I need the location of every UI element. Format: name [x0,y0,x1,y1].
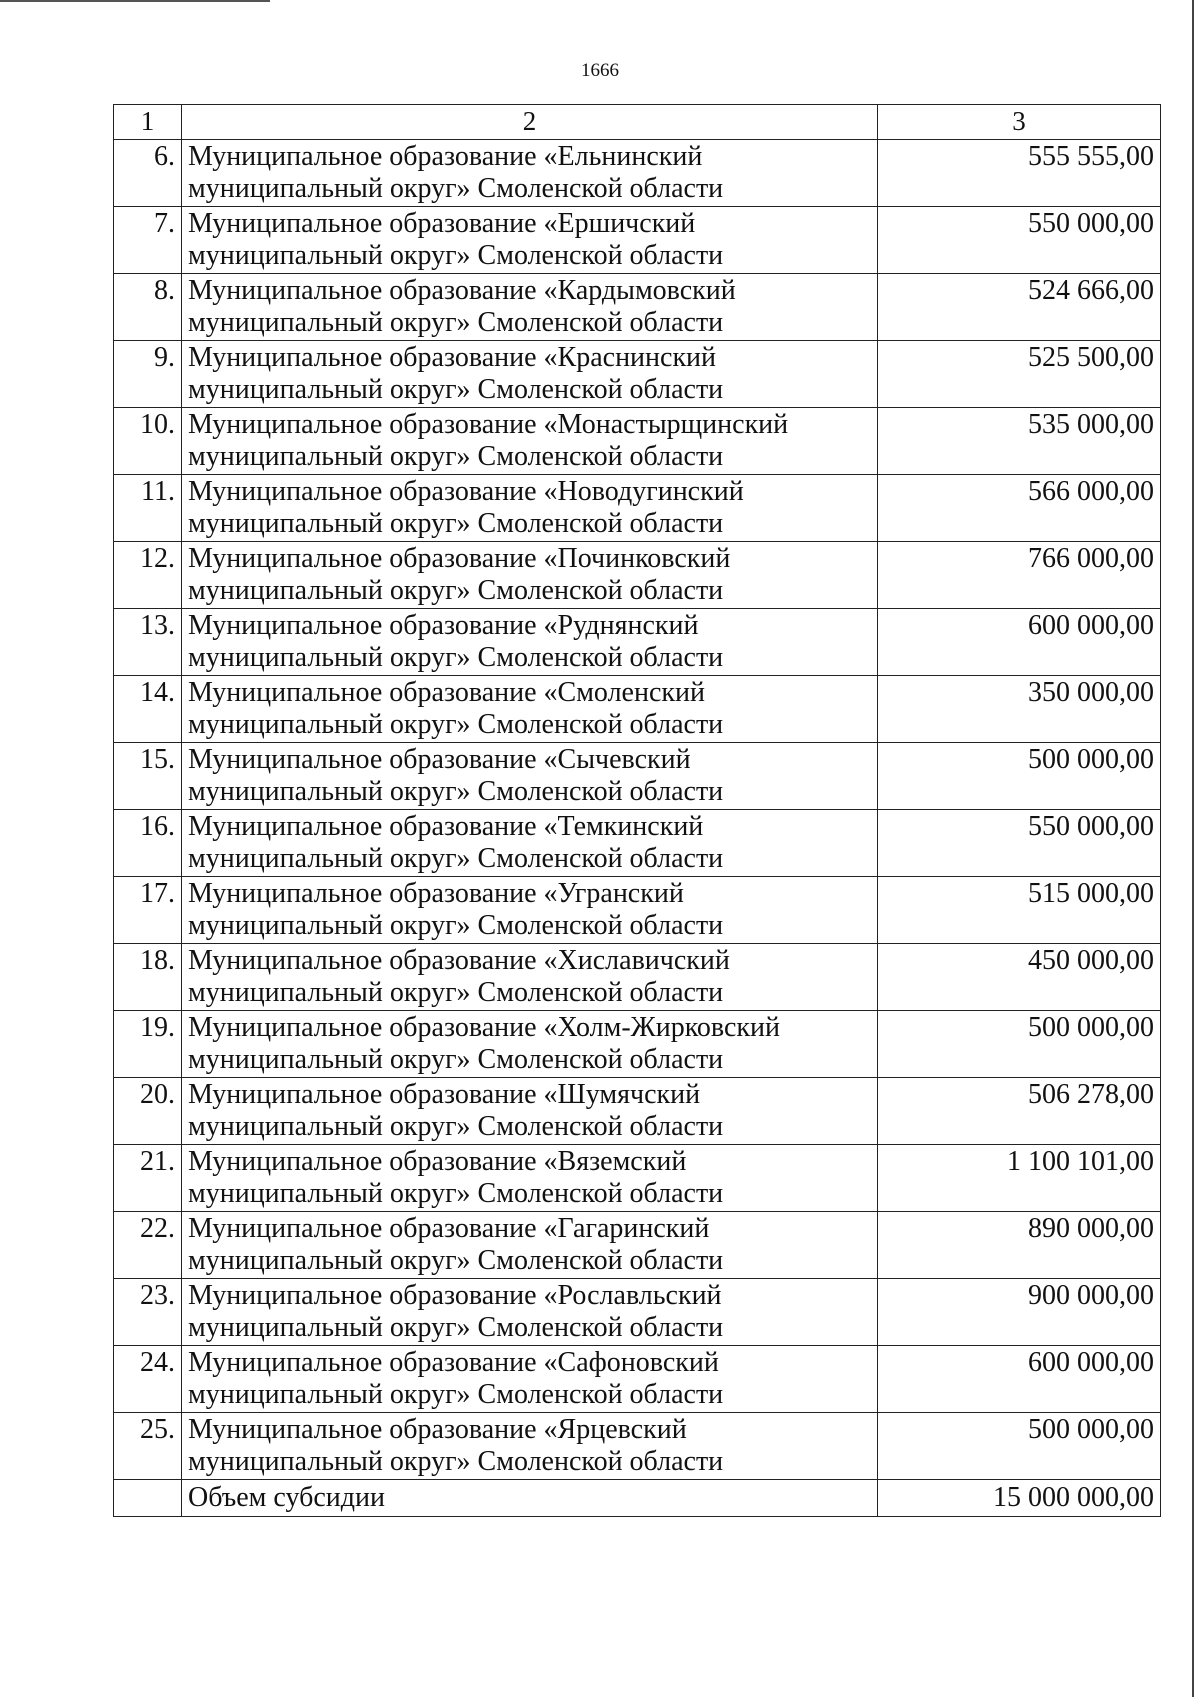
municipality-name-line2: муниципальный округ» Смоленской области [188,441,724,472]
municipality-name-line2: муниципальный округ» Смоленской области [188,776,724,807]
municipality-name [182,1346,878,1413]
subsidy-amount: 500 000,00 [878,743,1161,810]
row-number: 20. [114,1078,182,1145]
subsidy-amount: 550 000,00 [878,810,1161,877]
table-row [114,341,1161,408]
municipality-name [182,743,878,810]
page-number: 1666 [581,60,619,81]
table-row [114,207,1161,274]
municipality-name-line1: Муниципальное образование «Краснинский [188,342,717,373]
table-row [114,1279,1161,1346]
municipality-name-line2: муниципальный округ» Смоленской области [188,1245,724,1276]
municipality-name-line2: муниципальный округ» Смоленской области [188,977,724,1008]
municipality-name [182,1078,878,1145]
municipality-name [182,274,878,341]
table-row [114,944,1161,1011]
municipality-name-line1: Муниципальное образование «Вяземский [188,1146,687,1177]
subsidy-amount: 1 100 101,00 [878,1145,1161,1212]
row-number: 9. [114,341,182,408]
subsidy-amount: 450 000,00 [878,944,1161,1011]
subsidy-amount: 500 000,00 [878,1413,1161,1480]
municipality-name [182,877,878,944]
subsidy-amount: 600 000,00 [878,609,1161,676]
row-number: 22. [114,1212,182,1279]
municipality-name-line1: Муниципальное образование «Ершичский [188,208,696,239]
row-number: 13. [114,609,182,676]
subsidy-amount: 515 000,00 [878,877,1161,944]
table-row [114,1346,1161,1413]
municipality-name-line2: муниципальный округ» Смоленской области [188,173,724,204]
municipality-name [182,1212,878,1279]
subsidy-amount: 525 500,00 [878,341,1161,408]
table-row [114,1078,1161,1145]
table-header-row [114,105,1161,140]
municipality-name-line2: муниципальный округ» Смоленской области [188,642,724,673]
municipality-name-line1: Муниципальное образование «Хиславичский [188,945,730,976]
municipality-name [182,1279,878,1346]
municipality-name-line1: Муниципальное образование «Шумячский [188,1079,701,1110]
subsidy-amount: 766 000,00 [878,542,1161,609]
municipality-name-line2: муниципальный округ» Смоленской области [188,307,724,338]
row-number: 17. [114,877,182,944]
row-number: 8. [114,274,182,341]
municipality-name-line2: муниципальный округ» Смоленской области [188,575,724,606]
municipality-name-line1: Муниципальное образование «Монастырщинский [188,409,789,440]
table-row [114,542,1161,609]
row-number: 25. [114,1413,182,1480]
municipality-name-line2: муниципальный округ» Смоленской области [188,1446,724,1477]
row-number: 14. [114,676,182,743]
table-row [114,676,1161,743]
row-number: 23. [114,1279,182,1346]
municipality-name-line2: муниципальный округ» Смоленской области [188,508,724,539]
table-row [114,140,1161,207]
column-header: 1 [114,105,182,140]
municipality-name-line1: Муниципальное образование «Ельнинский [188,141,703,172]
subsidy-amount: 555 555,00 [878,140,1161,207]
table-row [114,609,1161,676]
subsidy-amount: 500 000,00 [878,1011,1161,1078]
row-number: 6. [114,140,182,207]
municipality-name [182,207,878,274]
subsidy-amount: 900 000,00 [878,1279,1161,1346]
municipality-name-line2: муниципальный округ» Смоленской области [188,1044,724,1075]
municipality-name-line1: Муниципальное образование «Руднянский [188,610,699,641]
row-number: 15. [114,743,182,810]
municipality-name-line1: Муниципальное образование «Кардымовский [188,275,736,306]
row-number: 21. [114,1145,182,1212]
table-row [114,1413,1161,1480]
subsidy-amount: 535 000,00 [878,408,1161,475]
table-row [114,274,1161,341]
municipality-name-line2: муниципальный округ» Смоленской области [188,843,724,874]
table-row [114,743,1161,810]
municipality-name [182,676,878,743]
row-number: 18. [114,944,182,1011]
municipality-name [182,609,878,676]
table-row [114,1011,1161,1078]
table-row [114,408,1161,475]
municipality-name-line1: Муниципальное образование «Смоленский [188,677,705,708]
subsidy-amount: 506 278,00 [878,1078,1161,1145]
total-row [114,1480,1161,1517]
municipality-name-line1: Муниципальное образование «Ярцевский [188,1414,687,1445]
municipality-name [182,1145,878,1212]
municipality-name-line1: Муниципальное образование «Гагаринский [188,1213,710,1244]
municipality-name-line2: муниципальный округ» Смоленской области [188,1379,724,1410]
subsidy-amount: 350 000,00 [878,676,1161,743]
total-empty-cell [114,1480,182,1517]
municipality-name-line2: муниципальный округ» Смоленской области [188,374,724,405]
table-body [114,140,1161,1517]
table-row [114,1212,1161,1279]
column-header: 2 [182,105,878,140]
municipality-name-line1: Муниципальное образование «Новодугинский [188,476,744,507]
municipality-name-line1: Муниципальное образование «Сафоновский [188,1347,719,1378]
row-number: 12. [114,542,182,609]
table-row [114,877,1161,944]
municipality-name-line2: муниципальный округ» Смоленской области [188,1178,724,1209]
subsidy-amount: 566 000,00 [878,475,1161,542]
municipality-name [182,810,878,877]
total-amount: 15 000 000,00 [878,1480,1161,1517]
scan-edge-right [1192,0,1194,1697]
table-row [114,475,1161,542]
municipality-name-line1: Муниципальное образование «Сычевский [188,744,691,775]
column-header: 3 [878,105,1161,140]
row-number: 10. [114,408,182,475]
municipality-name-line2: муниципальный округ» Смоленской области [188,910,724,941]
row-number: 19. [114,1011,182,1078]
scan-edge-top [0,0,270,3]
municipality-name-line1: Муниципальное образование «Холм-Жирковский [188,1012,780,1043]
municipality-name-line2: муниципальный округ» Смоленской области [188,1312,724,1343]
subsidy-table [113,104,1161,1517]
subsidy-amount: 524 666,00 [878,274,1161,341]
municipality-name-line1: Муниципальное образование «Починковский [188,543,731,574]
subsidy-amount: 890 000,00 [878,1212,1161,1279]
municipality-name [182,944,878,1011]
municipality-name [182,408,878,475]
municipality-name-line2: муниципальный округ» Смоленской области [188,709,724,740]
municipality-name-line2: муниципальный округ» Смоленской области [188,1111,724,1142]
subsidy-amount: 600 000,00 [878,1346,1161,1413]
municipality-name [182,1413,878,1480]
municipality-name-line1: Муниципальное образование «Рославльский [188,1280,722,1311]
row-number: 24. [114,1346,182,1413]
table-row [114,810,1161,877]
row-number: 11. [114,475,182,542]
municipality-name [182,1011,878,1078]
municipality-name-line1: Муниципальное образование «Угранский [188,878,684,909]
municipality-name [182,542,878,609]
table-row [114,1145,1161,1212]
municipality-name-line1: Муниципальное образование «Темкинский [188,811,704,842]
municipality-name [182,140,878,207]
municipality-name [182,341,878,408]
row-number: 16. [114,810,182,877]
municipality-name [182,475,878,542]
row-number: 7. [114,207,182,274]
municipality-name-line2: муниципальный округ» Смоленской области [188,240,724,271]
subsidy-amount: 550 000,00 [878,207,1161,274]
total-label: Объем субсидии [182,1480,878,1517]
